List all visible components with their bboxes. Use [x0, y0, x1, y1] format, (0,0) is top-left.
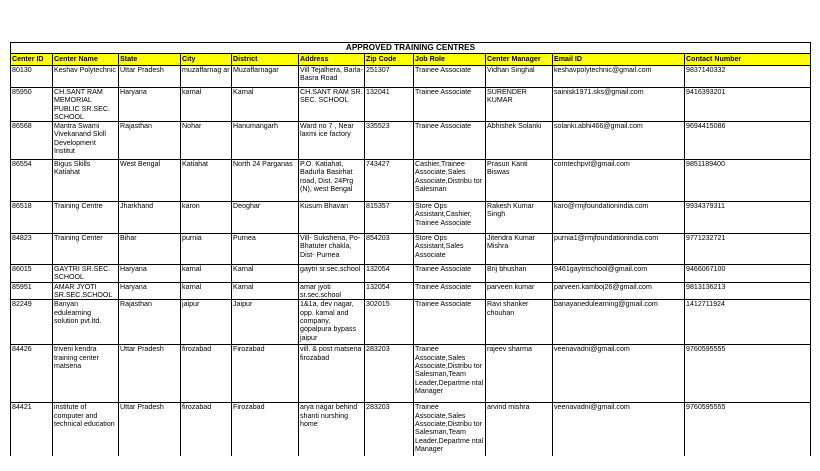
table-cell: 1412711924	[685, 300, 811, 345]
table-cell: Trainee Associate,Sales Associate,Distribu tor Salesman,Team Leader,Departme ntal Manager	[414, 345, 486, 403]
column-header: Center Name	[53, 54, 119, 66]
table-cell: SURENDER KUMAR	[486, 88, 553, 122]
table-cell: 132054	[365, 265, 414, 283]
table-cell: 9461gaytrischool@gmail.com	[553, 265, 685, 283]
table-cell: AMAR JYOTI SR.SEC.SCHOOL	[53, 282, 119, 300]
table-cell: Karnal	[232, 88, 299, 122]
table-cell: veenavadni@gmail.com	[553, 345, 685, 403]
table-cell: karnal	[181, 282, 232, 300]
training-centres-sheet	[10, 42, 810, 460]
table-cell: 84823	[11, 234, 53, 265]
table-cell: Keshav Polytechnic	[53, 66, 119, 88]
table-cell: Banyan edulearning solution pvt.ltd.	[53, 300, 119, 345]
table-cell: West Bengal	[119, 160, 181, 202]
table-cell: Nohar	[181, 122, 232, 160]
table-row	[11, 345, 811, 403]
table-cell: Uttar Pradesh	[119, 403, 181, 460]
table-cell: keshavpolytechnic@gmail.com	[553, 66, 685, 88]
table-cell: Ravi shanker chouhan	[486, 300, 553, 345]
table-cell: 9851189400	[685, 160, 811, 202]
table-cell: 335523	[365, 122, 414, 160]
table-cell: Rajasthan	[119, 300, 181, 345]
table-cell: 9694415086	[685, 122, 811, 160]
table-row	[11, 265, 811, 283]
table-cell: Haryana	[119, 88, 181, 122]
table-cell: 9934379311	[685, 202, 811, 234]
table-cell: Trainee Associate	[414, 66, 486, 88]
table-row	[11, 160, 811, 202]
table-cell: Karnal	[232, 282, 299, 300]
table-row	[11, 202, 811, 234]
table-cell: 9837140332	[685, 66, 811, 88]
column-header: Job Role	[414, 54, 486, 66]
table-cell: solanki.abhi466@gmail.com	[553, 122, 685, 160]
table-cell: karon	[181, 202, 232, 234]
table-cell: Trainee Associate	[414, 265, 486, 283]
table-title: APPROVED TRAINING CENTRES	[11, 43, 811, 54]
column-header: State	[119, 54, 181, 66]
table-cell: Trainee Associate	[414, 88, 486, 122]
header-row	[11, 54, 811, 66]
table-cell: Mantra Swami Vivekanand Skill Development Institut	[53, 122, 119, 160]
table-cell: 85950	[11, 88, 53, 122]
table-cell: parveen kumar	[486, 282, 553, 300]
column-header: Email ID	[553, 54, 685, 66]
table-cell: 86518	[11, 202, 53, 234]
table-cell: Firozabad	[232, 403, 299, 460]
table-row	[11, 66, 811, 88]
table-cell: arvind mishra	[486, 403, 553, 460]
table-cell: muzaffarnag ar	[181, 66, 232, 88]
table-cell: Rakesh Kumar Singh	[486, 202, 553, 234]
table-cell: Uttar Pradesh	[119, 345, 181, 403]
table-cell: Cashier,Trainee Associate,Sales Associate,Distribu tor Salesman	[414, 160, 486, 202]
table-cell: 9813136213	[685, 282, 811, 300]
column-header: City	[181, 54, 232, 66]
table-cell: 251307	[365, 66, 414, 88]
table-cell: Jharkhand	[119, 202, 181, 234]
table-cell: Firozabad	[232, 345, 299, 403]
table-cell: 80130	[11, 66, 53, 88]
table-cell: 86568	[11, 122, 53, 160]
table-cell: veenavadni@gmail.com	[553, 403, 685, 460]
table-cell: 85951	[11, 282, 53, 300]
table-cell: 9466067100	[685, 265, 811, 283]
table-cell: comtechpvt@gmail.com	[553, 160, 685, 202]
table-cell: karo@rmjfoundationindia.com	[553, 202, 685, 234]
table-cell: 82249	[11, 300, 53, 345]
table-cell: 302015	[365, 300, 414, 345]
table-cell: purnia	[181, 234, 232, 265]
table-row	[11, 403, 811, 460]
table-cell: 84421	[11, 403, 53, 460]
table-cell: Jaipur	[232, 300, 299, 345]
table-cell: 9416393201	[685, 88, 811, 122]
table-cell: sainisk1971.sks@gmail.com	[553, 88, 685, 122]
table-cell: Kusum Bhavan	[299, 202, 365, 234]
table-cell: Bigus Skills Katiahat	[53, 160, 119, 202]
table-cell: Trainee Associate	[414, 122, 486, 160]
table-cell: Vill- Sukshena, Po- Bhatuter chakla, Dist- Purnea	[299, 234, 365, 265]
table-cell: 86015	[11, 265, 53, 283]
table-cell: 132054	[365, 282, 414, 300]
table-cell: gaytri sr.sec.school	[299, 265, 365, 283]
table-cell: Store Ops Assistant,Sales Associate	[414, 234, 486, 265]
table-cell: Haryana	[119, 282, 181, 300]
table-cell: CH.SANT RAM MEMORIAL PUBLIC SR.SEC. SCHOOL	[53, 88, 119, 122]
table-cell: karnal	[181, 265, 232, 283]
column-header: Contact Number	[685, 54, 811, 66]
table-cell: Muzaffarnagar	[232, 66, 299, 88]
table-cell: 815357	[365, 202, 414, 234]
table-cell: 132041	[365, 88, 414, 122]
table-cell: Haryana	[119, 265, 181, 283]
table-row	[11, 88, 811, 122]
table-cell: arya nagar behind shanti nurshing home	[299, 403, 365, 460]
table-cell: Trainee Associate	[414, 300, 486, 345]
page-bottom-margin	[0, 456, 820, 471]
table-cell: Abhishek Solanki	[486, 122, 553, 160]
table-cell: Deoghar	[232, 202, 299, 234]
table-cell: 9771232721	[685, 234, 811, 265]
table-cell: Katiahat	[181, 160, 232, 202]
table-cell: parveen.kamboj26@gmail.com	[553, 282, 685, 300]
table-cell: Store Ops Assistant,Cashier, Trainee Associate	[414, 202, 486, 234]
table-cell: 9760595555	[685, 345, 811, 403]
table-cell: 283203	[365, 345, 414, 403]
column-header: Center Manager	[486, 54, 553, 66]
table-cell: Jitendra Kumar Mishra	[486, 234, 553, 265]
table-cell: GAYTRI SR.SEC. SCHOOL	[53, 265, 119, 283]
table-cell: 1&1a, dev nagar, opp. kamal and company, gopalpura bypass jaipur	[299, 300, 365, 345]
table-cell: amar jyoti sr.sec.school	[299, 282, 365, 300]
table-row	[11, 282, 811, 300]
table-row	[11, 122, 811, 160]
table-cell: banayanedulearning@gmail.com	[553, 300, 685, 345]
table-cell: institute of computer and technical education	[53, 403, 119, 460]
table-cell: Brij bhushan	[486, 265, 553, 283]
table-cell: North 24 Parganas	[232, 160, 299, 202]
table-cell: Ward no 7 , Near laxmi ice factory	[299, 122, 365, 160]
table-cell: 9760595555	[685, 403, 811, 460]
table-cell: Rajasthan	[119, 122, 181, 160]
table-cell: Karnal	[232, 265, 299, 283]
table-cell: Training Centre	[53, 202, 119, 234]
table-cell: jaipur	[181, 300, 232, 345]
table-cell: Hanumangarh	[232, 122, 299, 160]
table-cell: Prasun Kanti Biswas	[486, 160, 553, 202]
table-cell: Uttar Pradesh	[119, 66, 181, 88]
column-header: District	[232, 54, 299, 66]
column-header: Zip Code	[365, 54, 414, 66]
table-cell: 283203	[365, 403, 414, 460]
table-cell: Bihar	[119, 234, 181, 265]
table-cell: firozabad	[181, 345, 232, 403]
table-cell: Trainee Associate,Sales Associate,Distribu tor Salesman,Team Leader,Departme ntal Manager	[414, 403, 486, 460]
table-cell: firozabad	[181, 403, 232, 460]
table-cell: rajeev sharma	[486, 345, 553, 403]
table-cell: 84426	[11, 345, 53, 403]
table-body	[11, 66, 811, 460]
table-cell: triveni kendra training center matsena	[53, 345, 119, 403]
table-cell: karnal	[181, 88, 232, 122]
training-centres-table	[10, 42, 811, 460]
table-cell: 86554	[11, 160, 53, 202]
column-header: Center ID	[11, 54, 53, 66]
table-cell: CH.SANT RAM SR. SEC. SCHOOL	[299, 88, 365, 122]
table-cell: Purnea	[232, 234, 299, 265]
table-cell: 854203	[365, 234, 414, 265]
table-cell: Training Center	[53, 234, 119, 265]
table-cell: 743427	[365, 160, 414, 202]
table-cell: Vill Tejalhera, Barla-Basra Road	[299, 66, 365, 88]
table-cell: Vidhan Singhal	[486, 66, 553, 88]
table-cell: vill. & post matsena firozabad	[299, 345, 365, 403]
table-cell: P.O. Katiahat, Badurla Basirhat road, Dist. 24Prg (N), west Bengal	[299, 160, 365, 202]
column-header: Address	[299, 54, 365, 66]
table-cell: purnia1@rmjfoundationindia.com	[553, 234, 685, 265]
table-row	[11, 300, 811, 345]
table-row	[11, 234, 811, 265]
table-cell: Trainee Associate	[414, 282, 486, 300]
